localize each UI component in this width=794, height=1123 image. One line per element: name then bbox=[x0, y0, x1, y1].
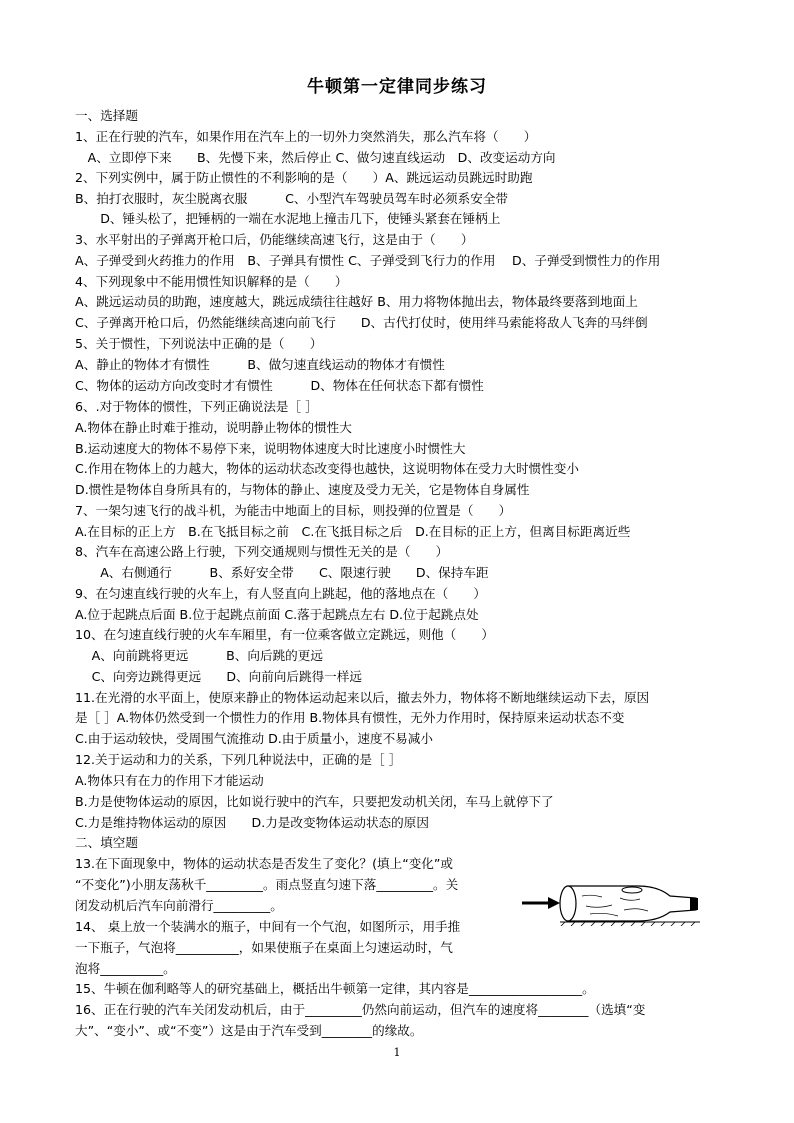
question-6-option-b: B.运动速度大的物体不易停下来，说明物体速度大时比速度小时惯性大 bbox=[75, 441, 466, 456]
question-13-line-2: “不变化”)小朋友荡秋千_________。雨点竖直匀速下落_________。关 bbox=[75, 877, 459, 892]
question-11-options-cd: C.由于运动较快，受周围气流推动 D.由于质量小，速度不易减小 bbox=[75, 731, 433, 746]
question-10-options-cd: C、向旁边跳得更远 D、向前向后跳得一样远 bbox=[75, 669, 362, 684]
question-2-option-d: D、锤头松了，把锤柄的一端在水泥地上撞击几下，使锤头紧套在锤柄上 bbox=[75, 211, 501, 226]
question-9-options: A.位于起跳点后面 B.位于起跳点前面 C.落于起跳点左右 D.位于起跳点处 bbox=[75, 607, 479, 622]
table-surface bbox=[560, 922, 700, 926]
section-heading-fill: 二、填空题 bbox=[75, 835, 138, 850]
question-5: 5、关于惯性，下列说法中正确的是（ ） bbox=[75, 336, 323, 351]
push-arrow-icon bbox=[522, 897, 560, 909]
air-bubble bbox=[622, 887, 642, 893]
question-12-option-a: A.物体只有在力的作用下才能运动 bbox=[75, 773, 264, 788]
question-4-options-ab: A、跳远运动员的助跑，速度越大，跳远成绩往往越好 B、用力将物体抛出去，物体最终要落到地面上 bbox=[75, 294, 638, 309]
question-4: 4、下列现象中不能用惯性知识解释的是（ ） bbox=[75, 274, 348, 289]
question-15: 15、牛顿在伽利略等人的研究基础上，概括出牛顿第一定律，其内容是__________________。 bbox=[75, 981, 595, 996]
question-14-line-2: 一下瓶子，气泡将__________，如果使瓶子在桌面上匀速运动时，气 bbox=[75, 940, 453, 955]
question-10-options-ab: A、向前跳将更远 B、向后跳的更远 bbox=[75, 648, 323, 663]
question-10: 10、在匀速直线行驶的火车车厢里，有一位乘客做立定跳远，则他（ ） bbox=[75, 627, 495, 642]
bottle-bubble-figure bbox=[520, 876, 720, 926]
question-3-options: A、子弹受到火药推力的作用 B、子弹具有惯性 C、子弹受到飞行力的作用 D、子弹受到惯性力的作用 bbox=[75, 253, 661, 268]
question-16-line-2: 大”、“变小”、或“不变”）这是由于汽车受到________的缘故。 bbox=[75, 1023, 423, 1038]
question-9: 9、在匀速直线行驶的火车上，有人竖直向上跳起，他的落地点在（ ） bbox=[75, 586, 487, 601]
question-3: 3、水平射出的子弹离开枪口后，仍能继续高速飞行，这是由于（ ） bbox=[75, 232, 474, 247]
question-12: 12.关于运动和力的关系，下列几种说法中，正确的是［ ］ bbox=[75, 752, 402, 767]
question-16: 16、正在行驶的汽车关闭发动机后，由于_________仍然向前运动，但汽车的速度将________（选填“变 bbox=[75, 1002, 646, 1017]
question-11: 11.在光滑的水平面上，使原来静止的物体运动起来以后，撤去外力，物体将不断地继续运动下去，原因 bbox=[75, 690, 650, 705]
question-1: 1、正在行驶的汽车，如果作用在汽车上的一切外力突然消失，那么汽车将（ ） bbox=[75, 129, 537, 144]
question-5-options-ab: A、静止的物体才有惯性 B、做匀速直线运动的物体才有惯性 bbox=[75, 357, 445, 372]
question-7: 7、一架匀速飞行的战斗机，为能击中地面上的目标，则投弹的位置是（ ） bbox=[75, 503, 512, 518]
question-13-line-3: 闭发动机后汽车向前滑行_________。 bbox=[75, 898, 283, 913]
question-8-options: A、右侧通行 B、系好安全带 C、限速行驶 D、保持车距 bbox=[75, 565, 489, 580]
question-14-line-3: 泡将__________。 bbox=[75, 961, 176, 976]
question-7-options: A.在目标的正上方 B.在飞抵目标之前 C.在飞抵目标之后 D.在目标的正上方，但离目标距离近些 bbox=[75, 524, 631, 539]
question-6-option-c: C.作用在物体上的力越大，物体的运动状态改变得也越快，这说明物体在受力大时惯性变小 bbox=[75, 461, 579, 476]
question-2: 2、下列实例中，属于防止惯性的不利影响的是（ ）A、跳远运动员跳远时助跑 bbox=[75, 170, 533, 185]
question-12-option-b: B.力是使物体运动的原因，比如说行驶中的汽车，只要把发动机关闭，车马上就停下了 bbox=[75, 794, 554, 809]
question-13: 13.在下面现象中，物体的运动状态是否发生了变化？(填上“变化”或 bbox=[75, 856, 454, 871]
question-14: 14、 桌上放一个装满水的瓶子，中间有一个气泡，如图所示，用手推 bbox=[75, 919, 461, 934]
question-4-options-cd: C、子弹离开枪口后，仍然能继续高速向前飞行 D、古代打仗时，使用绊马索能将敌人飞奔的马绊倒 bbox=[75, 315, 648, 330]
question-6-option-d: D.惯性是物体自身所具有的，与物体的静止、速度及受力无关，它是物体自身属性 bbox=[75, 482, 530, 497]
page-title: 牛顿第一定律同步练习 bbox=[307, 77, 487, 97]
section-heading-choice: 一、选择题 bbox=[75, 108, 138, 123]
question-12-options-cd: C.力是维持物体运动的原因 D.力是改变物体运动状态的原因 bbox=[75, 815, 429, 830]
question-11-options-ab: 是［ ］A.物体仍然受到一个惯性力的作用 B.物体具有惯性，无外力作用时，保持原来运动状态不变 bbox=[75, 710, 625, 725]
question-6: 6、.对于物体的惯性，下列正确说法是［ ］ bbox=[75, 399, 318, 414]
question-1-options: A、立即停下来 B、先慢下来，然后停止 C、做匀速直线运动 D、改变运动方向 bbox=[75, 150, 556, 165]
question-8: 8、汽车在高速公路上行驶，下列交通规则与惯性无关的是（ ） bbox=[75, 544, 449, 559]
question-5-options-cd: C、物体的运动方向改变时才有惯性 D、物体在任何状态下都有惯性 bbox=[75, 378, 484, 393]
question-6-option-a: A.物体在静止时难于推动，说明静止物体的惯性大 bbox=[75, 420, 352, 435]
page-number: 1 bbox=[393, 1046, 401, 1059]
question-2-option-b: B、拍打衣服时，灰尘脱离衣服 C、小型汽车驾驶员驾车时必须系安全带 bbox=[75, 191, 509, 206]
